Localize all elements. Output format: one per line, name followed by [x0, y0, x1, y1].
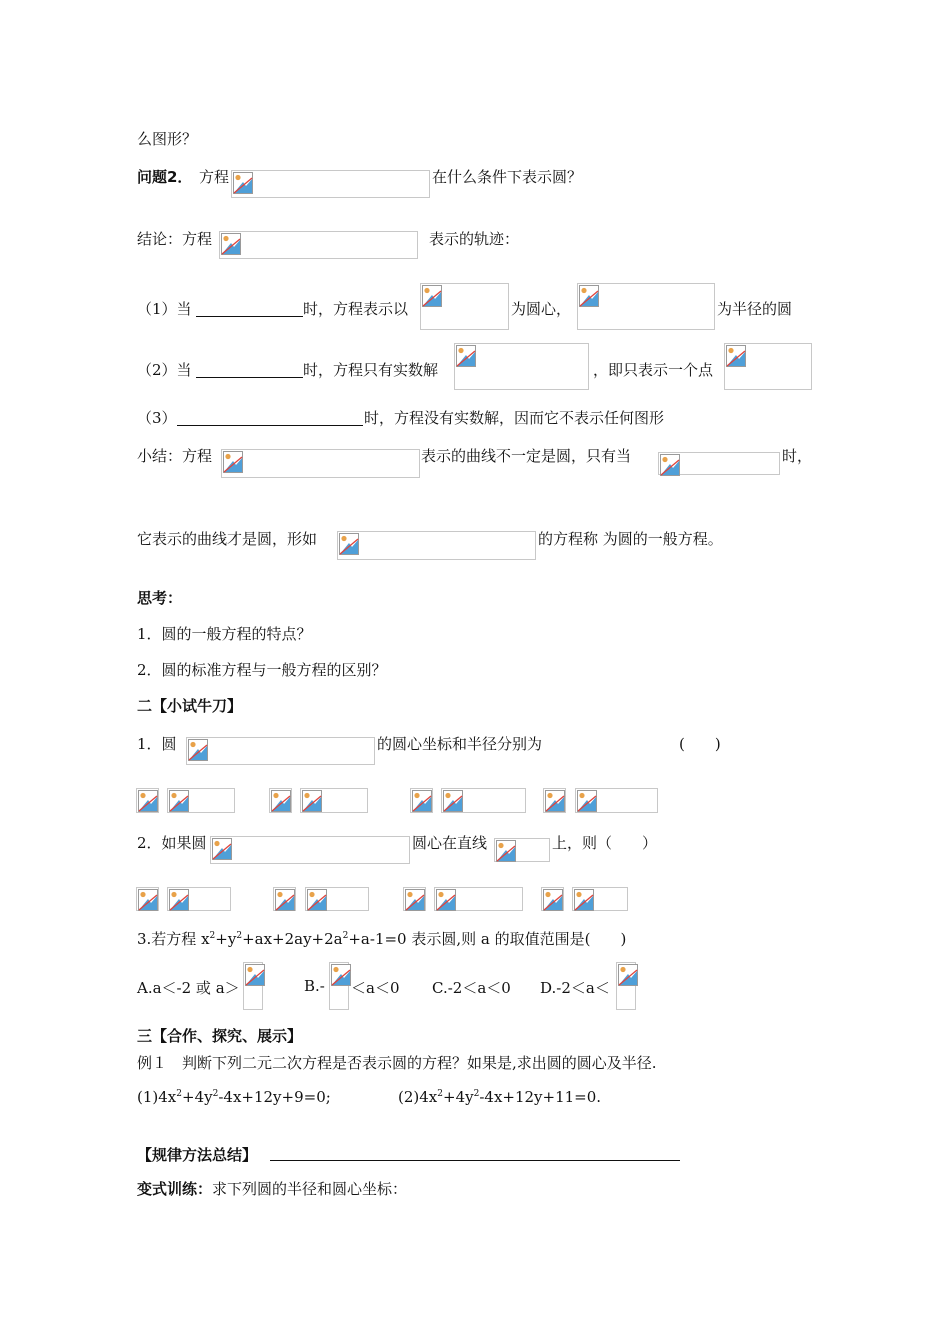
option-b-rest: ＜a＜0: [351, 979, 400, 997]
broken-image-icon: [618, 964, 638, 986]
text: 时，方程表示以: [303, 300, 409, 318]
formula-image: [616, 962, 636, 1010]
section-heading: 二【小试牛刀】: [137, 697, 243, 715]
broken-image-icon: [271, 790, 291, 812]
fill-blank: [177, 425, 363, 426]
formula-image: [454, 343, 589, 390]
broken-image-icon: [331, 964, 351, 986]
text: 时，方程只有实数解: [303, 361, 439, 379]
option-image: [572, 887, 628, 911]
text: ，即只表示一个点: [593, 361, 714, 379]
broken-image-icon: [579, 285, 599, 307]
formula-image: [219, 231, 418, 259]
broken-image-icon: [545, 790, 565, 812]
formula-image: [494, 838, 550, 862]
rule-heading: 【规律方法总结】: [137, 1146, 258, 1164]
option-image: [269, 788, 292, 813]
broken-image-icon: [275, 889, 295, 911]
formula-image: [420, 283, 509, 330]
option-image: [300, 788, 368, 813]
option-image: [167, 887, 231, 911]
equation-text: $(2)4x^2+4y^2-4x+12y+11=0$.: [398, 1088, 602, 1106]
broken-image-icon: [212, 838, 232, 860]
list-item: 2．圆的标准方程与一般方程的区别？: [137, 661, 387, 679]
option-image: [434, 887, 523, 911]
formula-image: [724, 343, 812, 390]
text: 为圆心，: [511, 300, 572, 318]
fill-blank: [196, 377, 303, 378]
text: 时，方程没有实数解，因而它不表示任何图形: [364, 409, 665, 427]
option-d: D.-2＜a＜: [540, 979, 610, 997]
text-line: 么图形？: [137, 130, 198, 148]
answer-paren: ( ): [679, 735, 721, 753]
text: 时，: [782, 447, 813, 465]
option-c: C.-2＜a＜0: [432, 979, 511, 997]
example-text: 例１ 判断下列二元二次方程是否表示圆的方程？如果是,求出圆的圆心及半径.: [137, 1054, 657, 1072]
text: 表示的曲线不一定是圆，只有当: [421, 447, 632, 465]
option-image: [136, 887, 159, 911]
equation-text: 3.若方程 $x^2+y^2+ax+2ay+2a^2+a-1=0$ 表示圆,则 a 的取值范围是( ): [137, 930, 627, 948]
text: 它表示的曲线才是圆，形如: [137, 530, 318, 548]
broken-image-icon: [412, 790, 432, 812]
fill-blank: [196, 316, 303, 317]
broken-image-icon: [577, 790, 597, 812]
broken-image-icon: [456, 345, 476, 367]
text: 的圆心坐标和半径分别为: [377, 735, 543, 753]
option-a: A.a＜-2 或 a＞: [137, 979, 240, 997]
broken-image-icon: [169, 889, 189, 911]
option-image: [410, 788, 433, 813]
option-image: [441, 788, 526, 813]
broken-image-icon: [138, 889, 158, 911]
option-image: [403, 887, 426, 911]
broken-image-icon: [188, 739, 208, 761]
formula-image: [210, 836, 410, 864]
broken-image-icon: [443, 790, 463, 812]
broken-image-icon: [660, 454, 680, 476]
question-label: 问题2．: [137, 168, 193, 186]
option-image: [273, 887, 296, 911]
option-image: [305, 887, 369, 911]
broken-image-icon: [543, 889, 563, 911]
text: 圆心在直线: [412, 834, 488, 852]
text: 2．如果圆: [137, 834, 207, 852]
formula-image: [243, 962, 263, 1010]
option-image: [575, 788, 658, 813]
list-item: 1．圆的一般方程的特点？: [137, 625, 312, 643]
option-image: [543, 788, 566, 813]
formula-image: [186, 737, 375, 765]
fill-blank: [270, 1160, 680, 1161]
option-b: B.-: [304, 977, 325, 995]
text: 表示的轨迹：: [429, 230, 520, 248]
text: 在什么条件下表示圆？: [432, 168, 583, 186]
text: 方程: [199, 168, 230, 186]
formula-image: [221, 449, 420, 478]
section-heading: 思考：: [137, 589, 183, 607]
text: （2）当: [137, 361, 192, 379]
text: 上，则（ ）: [552, 834, 658, 852]
broken-image-icon: [422, 285, 442, 307]
broken-image-icon: [726, 345, 746, 367]
broken-image-icon: [169, 790, 189, 812]
formula-image: [577, 283, 715, 330]
option-image: [541, 887, 564, 911]
broken-image-icon: [302, 790, 322, 812]
broken-image-icon: [138, 790, 158, 812]
formula-image: [337, 531, 536, 560]
option-image: [167, 788, 235, 813]
broken-image-icon: [233, 172, 253, 194]
text: （1）当: [137, 300, 192, 318]
broken-image-icon: [496, 840, 516, 862]
text: 为半径的圆: [717, 300, 793, 318]
broken-image-icon: [307, 889, 327, 911]
variant-line: 变式训练：求下列圆的半径和圆心坐标：: [137, 1180, 408, 1198]
formula-image: [658, 452, 780, 475]
broken-image-icon: [339, 533, 359, 555]
text: 1．圆: [137, 735, 177, 753]
text: 小结：方程: [137, 447, 213, 465]
broken-image-icon: [436, 889, 456, 911]
text: 的方程称 为圆的一般方程。: [538, 530, 723, 548]
broken-image-icon: [574, 889, 594, 911]
broken-image-icon: [221, 233, 241, 255]
formula-image: [231, 170, 430, 198]
formula-image: [329, 962, 349, 1010]
equation-text: $(1)4x^2+4y^2-4x+12y+9=0$;: [137, 1088, 331, 1106]
section-heading: 三【合作、探究、展示】: [137, 1027, 303, 1045]
option-image: [136, 788, 159, 813]
broken-image-icon: [405, 889, 425, 911]
broken-image-icon: [245, 964, 265, 986]
text: （3）: [137, 409, 177, 427]
broken-image-icon: [223, 451, 243, 473]
text: 结论：方程: [137, 230, 213, 248]
